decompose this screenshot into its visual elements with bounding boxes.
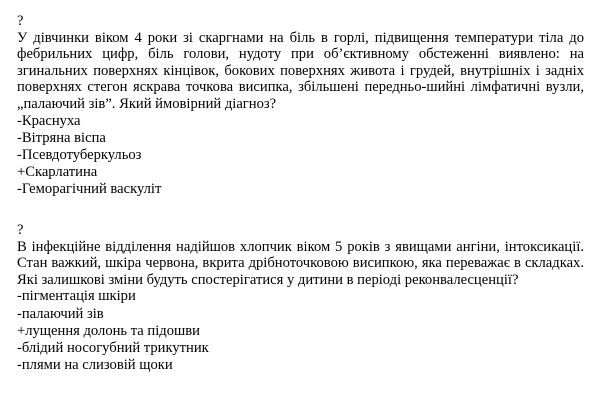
answer-option: -палаючий зів <box>17 305 104 322</box>
answer-option: -плями на слизовій щоки <box>17 357 173 374</box>
answer-option-correct: +Скарлатина <box>17 164 98 181</box>
answer-option: -Геморагічний васкуліт <box>17 181 162 198</box>
question-block-2 <box>17 222 584 374</box>
question-text: У дівчинки віком 4 роки зі скаргнами на біль в горлі, підвищення температури тіла до фебрильних цифр, біль голови, нудоту при об’єктивному обстеженні виявлено: на згинальних поверхнях кінцівок, бокових поверхнях живота і грудей, внутрішніх і задніх поверхнях стегон яскрава точкова висипка, збільшені передньо-шийні лімфатичні вузли, „палаючий зів”. Який ймовірний діагноз? <box>17 29 584 112</box>
answer-option-correct: +лущення долонь та підошви <box>17 322 200 339</box>
answer-option: -Краснуха <box>17 112 81 129</box>
question-marker: ? <box>17 13 24 29</box>
answer-option: -Вітряна віспа <box>17 129 106 146</box>
answer-option: -блідий носогубний трикутник <box>17 339 209 356</box>
question-marker: ? <box>17 222 24 238</box>
answer-list <box>17 113 584 199</box>
answer-option: -Псевдотуберкульоз <box>17 146 142 163</box>
question-block-1 <box>17 13 584 199</box>
question-text: В інфекційне відділення надійшов хлопчик віком 5 років з явищами ангіни, інтоксикації. Стан важкий, шкіра червона, вкрита дрібноточковою висипкою, яка переважає в складках. Які залишкові зміни будуть спостерігатися у дитини в періоді реконвалесценції? <box>17 238 584 288</box>
answer-list <box>17 288 584 374</box>
answer-option: -пігментація шкіри <box>17 288 136 305</box>
